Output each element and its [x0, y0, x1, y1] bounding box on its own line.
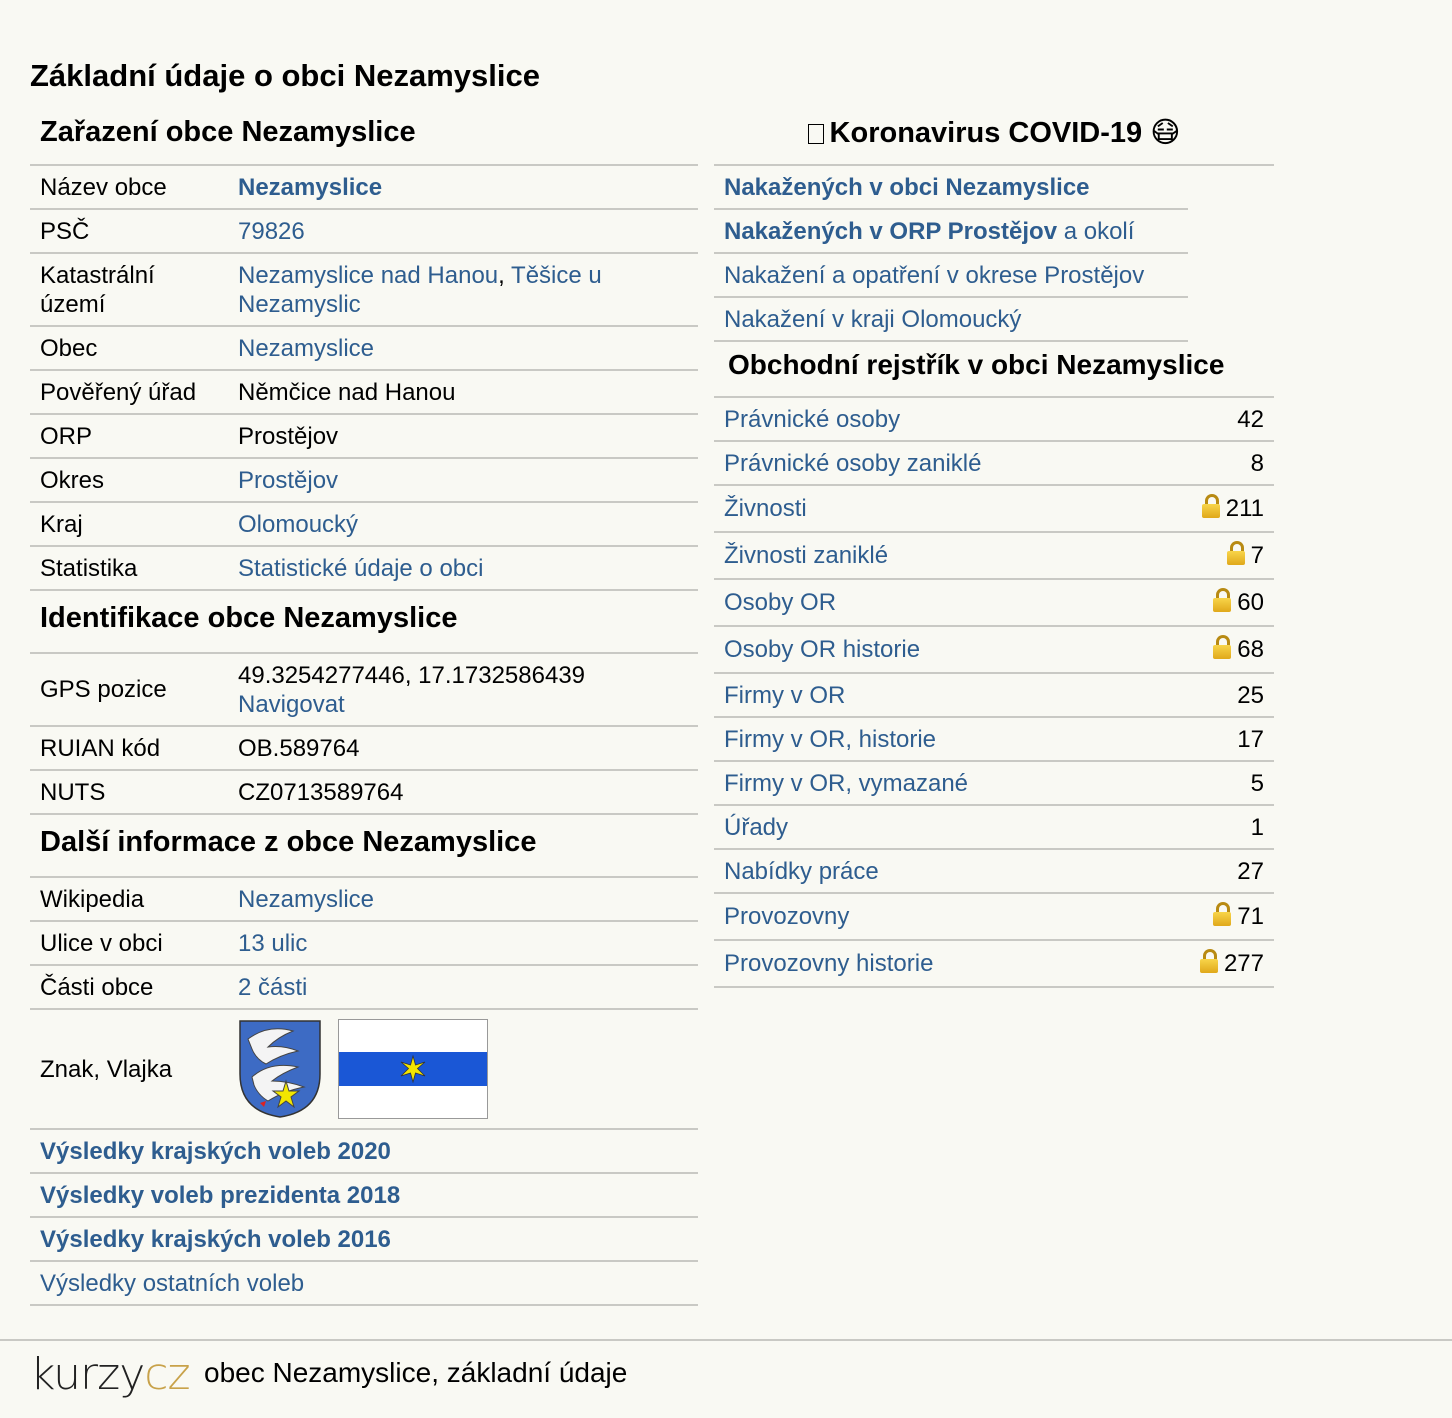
row-label: NUTS: [30, 770, 228, 814]
orp-value: Prostějov: [228, 414, 698, 458]
wikipedia-link[interactable]: Nezamyslice: [238, 885, 375, 913]
table-row: [30, 370, 698, 414]
rejstrik-count: 71: [1237, 903, 1264, 930]
volby-2016-link[interactable]: Výsledky krajských voleb 2016: [40, 1225, 391, 1253]
face-mask-icon: 😷: [1150, 115, 1181, 149]
zarazeni-heading: Zařazení obce Nezamyslice: [30, 112, 698, 166]
rejstrik-link[interactable]: Právnické osoby zaniklé: [724, 449, 982, 477]
table-row: [714, 441, 1274, 485]
volby-ostatni-link[interactable]: Výsledky ostatních voleb: [40, 1269, 305, 1297]
row-label: ORP: [30, 414, 228, 458]
table-row: [30, 1009, 698, 1129]
table-row: [714, 626, 1274, 673]
rejstrik-link[interactable]: Osoby OR historie: [724, 636, 921, 663]
row-label: RUIAN kód: [30, 726, 228, 770]
row-label: Kraj: [30, 502, 228, 546]
kurzy-logo[interactable]: [30, 1349, 190, 1400]
nazev-obce-link[interactable]: Nezamyslice: [238, 173, 383, 201]
lock-icon: [1213, 588, 1231, 612]
rejstrik-link[interactable]: Provozovny historie: [724, 950, 934, 977]
covid-kraj-link[interactable]: Nakažení v kraji Olomoucký: [724, 305, 1022, 333]
rejstrik-count: 42: [1144, 398, 1274, 441]
lock-icon: [1227, 541, 1245, 565]
rejstrik-count: 27: [1144, 849, 1274, 893]
table-row: [714, 717, 1274, 761]
rejstrik-count: 17: [1144, 717, 1274, 761]
table-row: [714, 579, 1274, 626]
statistika-link[interactable]: Statistické údaje o obci: [238, 554, 484, 582]
covid-heading: [714, 112, 1274, 166]
rejstrik-link[interactable]: Živnosti zaniklé: [724, 542, 889, 569]
rejstrik-link[interactable]: Firmy v OR, vymazané: [724, 769, 969, 797]
logo-cz: cz: [144, 1349, 190, 1400]
table-row: [30, 166, 698, 209]
table-row: [30, 502, 698, 546]
lock-icon: [1200, 949, 1218, 973]
row-label: Statistika: [30, 546, 228, 590]
rejstrik-count: 60: [1237, 589, 1264, 616]
lock-icon: [1213, 635, 1231, 659]
right-column: [714, 112, 1274, 988]
separator: ,: [498, 261, 512, 289]
dalsi-heading: Další informace z obce Nezamyslice: [30, 815, 698, 878]
logo-main: kurzy: [30, 1349, 145, 1400]
table-row: [714, 849, 1274, 893]
table-row: [30, 921, 698, 965]
katastr-link-2[interactable]: Těšice u Nezamyslic: [238, 261, 602, 318]
rejstrik-count: 7: [1250, 542, 1264, 569]
table-row: [714, 166, 1188, 209]
table-row: [30, 209, 698, 253]
table-row: [714, 805, 1274, 849]
table-row: [714, 253, 1188, 297]
table-row: [30, 1217, 698, 1261]
volby-table: [30, 1130, 698, 1306]
table-row: [30, 1261, 698, 1305]
row-label: Znak, Vlajka: [30, 1009, 228, 1129]
table-row: [714, 940, 1274, 987]
covid-obec-link[interactable]: Nakažených v obci Nezamyslice: [724, 173, 1090, 201]
table-row: [714, 297, 1188, 341]
row-label: GPS pozice: [30, 654, 228, 726]
casti-link[interactable]: 2 části: [238, 973, 308, 1001]
table-row: [30, 546, 698, 590]
covid-okres-link[interactable]: Nakažení a opatření v okrese Prostějov: [724, 261, 1145, 289]
rejstrik-count: 8: [1144, 441, 1274, 485]
row-label: Katastrální území: [30, 253, 228, 326]
gps-value: 49.3254277446, 17.1732586439: [238, 661, 586, 689]
table-row: [714, 485, 1274, 532]
row-label: Obec: [30, 326, 228, 370]
page-title: Základní údaje o obci Nezamyslice: [30, 58, 540, 93]
table-row: [714, 893, 1274, 940]
rejstrik-count: 277: [1223, 950, 1264, 977]
flag-image[interactable]: [338, 1019, 488, 1119]
lock-icon: [1202, 494, 1220, 518]
row-label: PSČ: [30, 209, 228, 253]
dalsi-table: [30, 878, 698, 1130]
table-row: [714, 673, 1274, 717]
footer: [0, 1339, 1452, 1418]
rejstrik-link[interactable]: Nabídky práce: [724, 857, 879, 885]
table-row: [714, 398, 1274, 441]
rejstrik-link[interactable]: Právnické osoby: [724, 405, 901, 433]
table-row: [30, 326, 698, 370]
table-row: [30, 726, 698, 770]
row-label: Okres: [30, 458, 228, 502]
rejstrik-link[interactable]: Úřady: [724, 813, 789, 841]
kraj-link[interactable]: Olomoucký: [238, 510, 359, 538]
table-row: [30, 253, 698, 326]
covid-orp-link[interactable]: Nakažených v ORP Prostějov: [724, 217, 1058, 245]
table-row: [30, 654, 698, 726]
nuts-value: CZ0713589764: [228, 770, 698, 814]
covid-okoli-link[interactable]: a okolí: [1057, 217, 1135, 245]
zarazeni-table: [30, 166, 698, 591]
star-icon: [399, 1055, 427, 1083]
lock-icon: [1213, 902, 1231, 926]
left-column: [30, 112, 698, 1306]
rejstrik-link[interactable]: Živnosti: [724, 495, 807, 522]
table-row: [30, 1130, 698, 1173]
covid-heading-text: Koronavirus COVID-19: [829, 117, 1143, 149]
coat-of-arms-emblem[interactable]: [238, 1019, 322, 1119]
rejstrik-count: 211: [1225, 495, 1264, 522]
row-label: Ulice v obci: [30, 921, 228, 965]
table-row: [30, 1173, 698, 1217]
table-row: [714, 209, 1188, 253]
row-label: Název obce: [30, 166, 228, 209]
footer-text: obec Nezamyslice, základní údaje: [204, 1357, 628, 1388]
rejstrik-link[interactable]: Firmy v OR, historie: [724, 725, 937, 753]
rejstrik-link[interactable]: Osoby OR: [724, 589, 837, 616]
covid-table: [714, 166, 1188, 342]
rejstrik-link[interactable]: Provozovny: [724, 903, 850, 930]
table-row: [30, 458, 698, 502]
table-row: [30, 878, 698, 921]
identifikace-table: [30, 654, 698, 815]
rejstrik-table: [714, 398, 1274, 988]
obec-link[interactable]: Nezamyslice: [238, 334, 375, 362]
navigovat-link[interactable]: Navigovat: [238, 690, 345, 718]
row-label: Wikipedia: [30, 878, 228, 921]
virus-icon: [808, 124, 824, 144]
volby-2018-link[interactable]: Výsledky voleb prezidenta 2018: [40, 1181, 401, 1209]
table-row: [30, 414, 698, 458]
identifikace-heading: Identifikace obce Nezamyslice: [30, 591, 698, 654]
psc-link[interactable]: 79826: [238, 217, 305, 245]
poverena-value: Němčice nad Hanou: [228, 370, 698, 414]
rejstrik-count: 5: [1144, 761, 1274, 805]
row-label: Části obce: [30, 965, 228, 1009]
rejstrik-link[interactable]: Firmy v OR: [724, 681, 846, 709]
table-row: [30, 965, 698, 1009]
table-row: [30, 770, 698, 814]
rejstrik-count: 25: [1144, 673, 1274, 717]
rejstrik-heading: Obchodní rejstřík v obci Nezamyslice: [714, 342, 1274, 398]
rejstrik-count: 1: [1144, 805, 1274, 849]
katastr-link-1[interactable]: Nezamyslice nad Hanou: [238, 261, 499, 289]
row-label: Pověřený úřad: [30, 370, 228, 414]
rejstrik-count: 68: [1237, 636, 1264, 663]
volby-2020-link[interactable]: Výsledky krajských voleb 2020: [40, 1137, 391, 1165]
okres-link[interactable]: Prostějov: [238, 466, 339, 494]
ruian-value: OB.589764: [228, 726, 698, 770]
ulice-link[interactable]: 13 ulic: [238, 929, 308, 957]
table-row: [714, 532, 1274, 579]
table-row: [714, 761, 1274, 805]
